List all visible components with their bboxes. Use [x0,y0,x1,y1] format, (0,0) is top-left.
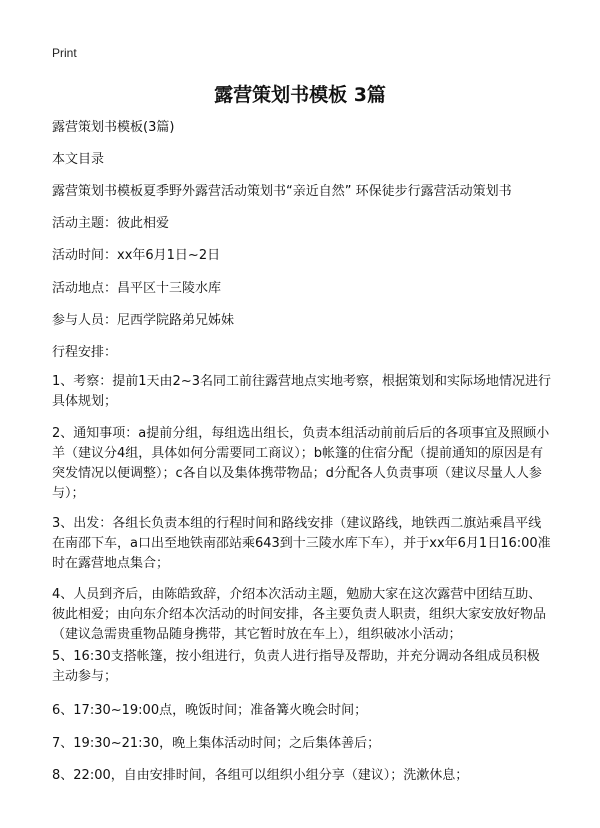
print-label: Print [52,46,77,60]
schedule-item-2: 2、通知事项：a提前分组，每组选出组长，负责本组活动前前后后的各项事宜及照顾小羊（建议分4组，具体如何分需要同工商议）；b帐篷的住宿分配（提前通知的原因是有突发情况以便调整）；c各自以及集体携带物品；d分配各人负责事项（建议尽量人人参与）； [52,426,550,501]
schedule-item-1: 1、考察：提前1天由2~3名同工前往露营地点实地考察，根据策划和实际场地情况进行具体规划； [52,374,551,409]
toc-entries: 露营策划书模板夏季野外露营活动策划书“亲近自然” 环保徒步行露营活动策划书 [52,184,512,199]
schedule-item-5: 5、16:30支搭帐篷，按小组进行，负责人进行指导及帮助，并充分调动各组成员积极主动参与； [52,649,540,684]
document-title: 露营策划书模板 3篇 [214,84,386,106]
participants: 参与人员：尼西学院路弟兄姊妹 [52,313,235,328]
toc-heading: 本文目录 [52,152,105,167]
schedule-heading: 行程安排： [52,345,118,360]
schedule-item-7: 7、19:30~21:30，晚上集体活动时间；之后集体善后； [52,736,381,751]
activity-time: 活动时间：xx年6月1日~2日 [52,248,221,263]
activity-theme: 活动主题：彼此相爱 [52,216,170,231]
schedule-item-8: 8、22:00，自由安排时间，各组可以组织小组分享（建议）；洗漱休息； [52,768,469,783]
schedule-item-3: 3、出发：各组长负责本组的行程时间和路线安排（建议路线，地铁西二旗站乘昌平线在南邵下车，a口出至地铁南邵站乘643到十三陵水库下车），并于xx年6月1日16:00准时在露营地点集合； [52,516,551,571]
schedule-item-4: 4、人员到齐后，由陈皓致辞，介绍本次活动主题，勉励大家在这次露营中团结互助、彼此相爱；由向东介绍本次活动的时间安排，各主要负责人职责，组织大家安放好物品（建议急需贵重物品随身携带，其它暂时放在车上），组织破冰小活动； [52,587,547,642]
subtitle-paragraph: 露营策划书模板(3篇) [52,120,175,135]
activity-location: 活动地点：昌平区十三陵水库 [52,281,222,296]
schedule-item-6: 6、17:30~19:00点，晚饭时间；准备篝火晚会时间； [52,703,368,718]
